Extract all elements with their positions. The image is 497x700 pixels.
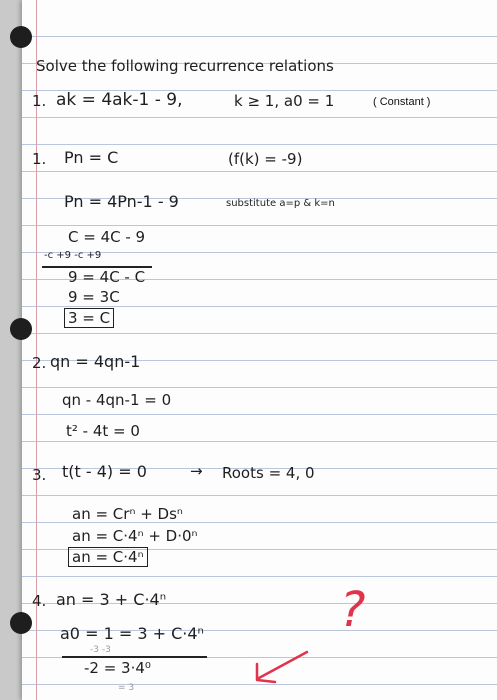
notebook-page [22, 0, 497, 700]
red-arrow-icon [247, 640, 317, 690]
constant-label: ( Constant ) [373, 96, 431, 108]
page-title: Solve the following recurrence relations [36, 57, 334, 75]
step4-line4: -2 = 3·4⁰ [84, 659, 151, 677]
step3-answer: an = C·4ⁿ [68, 547, 148, 567]
step2-line3: t² - 4t = 0 [66, 422, 140, 440]
step3-number: 3. [32, 466, 47, 484]
step1-answer: 3 = C [64, 308, 114, 328]
step1-line4: -c +9 -c +9 [44, 250, 102, 261]
substitute-note: substitute a=p & k=n [226, 198, 335, 209]
step1-line2: Pn = 4Pn-1 - 9 [64, 192, 179, 211]
problem-equation: ak = 4ak-1 - 9, [56, 90, 183, 110]
step2-line1: qn = 4qn-1 [50, 352, 141, 371]
step4-divider [62, 656, 207, 658]
problem-condition: k ≥ 1, a0 = 1 [234, 92, 335, 110]
binder-hole-bottom [10, 612, 32, 634]
step3-roots: Roots = 4, 0 [222, 464, 315, 482]
step1-fk: (f(k) = -9) [228, 150, 303, 168]
step2-number: 2. [32, 354, 47, 372]
step3-line3: an = C·4ⁿ + D·0ⁿ [72, 527, 198, 545]
step3-line1: t(t - 4) = 0 [62, 462, 147, 481]
question-mark-annotation: ? [340, 582, 366, 638]
arrow-icon: → [190, 462, 203, 480]
step4-line3: -3 -3 [90, 645, 111, 655]
step1-number: 1. [32, 150, 47, 168]
step1-line1: Pn = C [64, 148, 119, 167]
binder-hole-top [10, 26, 32, 48]
step4-line2: a0 = 1 = 3 + C·4ⁿ [60, 624, 204, 643]
problem-number: 1. [32, 92, 47, 110]
step2-line2: qn - 4qn-1 = 0 [62, 391, 172, 409]
step1-line6: 9 = 3C [68, 288, 120, 306]
step1-line5: 9 = 4C - C [68, 268, 146, 286]
step4-number: 4. [32, 592, 47, 610]
step4-line1: an = 3 + C·4ⁿ [56, 590, 167, 609]
binder-hole-middle [10, 318, 32, 340]
step4-line5: = 3 [118, 683, 135, 693]
step3-line2: an = Crⁿ + Dsⁿ [72, 505, 183, 523]
step1-line3: C = 4C - 9 [68, 228, 146, 246]
